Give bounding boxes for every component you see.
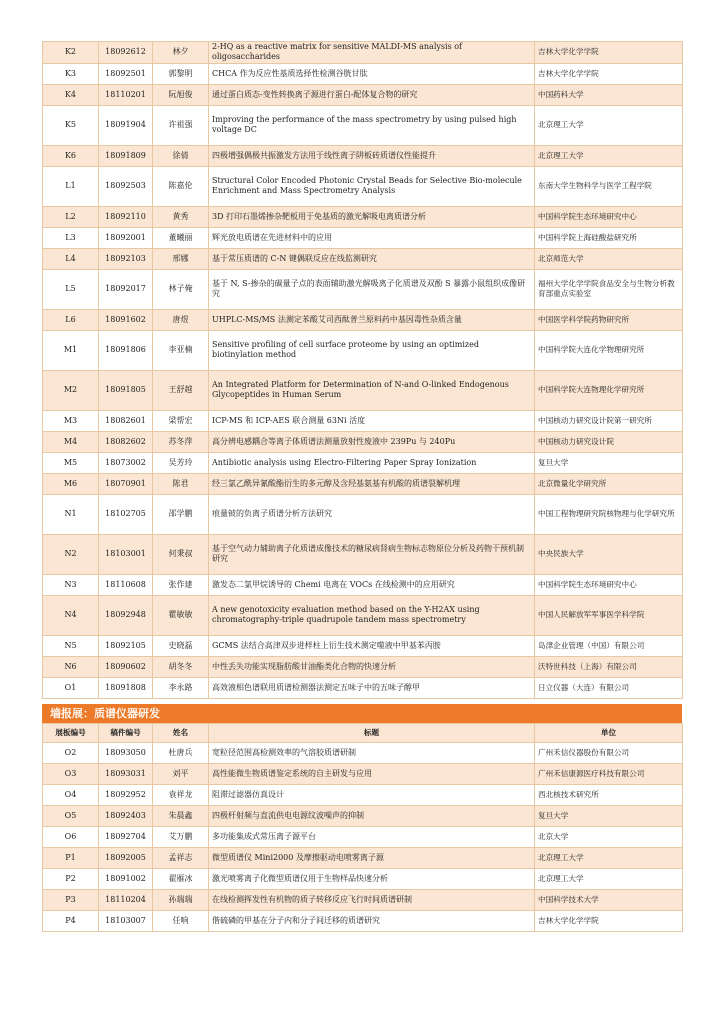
- affiliation-cell: 中国科学院生态环境研究中心: [535, 574, 683, 595]
- table-row: [43, 431, 683, 452]
- manuscript-number-cell: 18103001: [99, 534, 153, 574]
- author-name-cell: 郭黎明: [153, 63, 209, 84]
- title-cell: 中性丢失功能实现脂肪酸甘油酯类化合物的快速分析: [209, 656, 535, 677]
- title-cell: Antibiotic analysis using Electro-Filtering Paper Spray Ionization: [209, 452, 535, 473]
- manuscript-number-cell: 18110204: [99, 890, 153, 911]
- title-cell: 四极杆射频与直流供电电源纹波噪声的抑制: [209, 806, 535, 827]
- board-number-cell: M1: [43, 330, 99, 370]
- table-row: [43, 473, 683, 494]
- affiliation-cell: 中国核动力研究设计院第一研究所: [535, 410, 683, 431]
- table-row: [43, 269, 683, 309]
- manuscript-number-cell: 18093031: [99, 764, 153, 785]
- title-cell: 痕量铍的负离子质谱分析方法研究: [209, 494, 535, 534]
- author-name-cell: 李永路: [153, 677, 209, 698]
- manuscript-number-cell: 18110608: [99, 574, 153, 595]
- title-cell: GCMS 法结合高津双步进样柱上衍生技术测定噬液中甲基苯丙胺: [209, 635, 535, 656]
- manuscript-number-cell: 18073002: [99, 452, 153, 473]
- affiliation-cell: 吉林大学化学学院: [535, 911, 683, 932]
- board-number-cell: M5: [43, 452, 99, 473]
- section-header: 墙报展：质谱仪器研发: [42, 704, 682, 723]
- affiliation-cell: 北京大学: [535, 827, 683, 848]
- board-number-cell: M6: [43, 473, 99, 494]
- affiliation-cell: 西北核技术研究所: [535, 785, 683, 806]
- manuscript-number-cell: 18092105: [99, 635, 153, 656]
- table-row: [43, 84, 683, 105]
- title-cell: 通过蛋白质态-变性转换离子源进行蛋白-配体复合物的研究: [209, 84, 535, 105]
- title-cell: 基于常压质谱的 C-N 键偶联反应在线监测研究: [209, 248, 535, 269]
- table-row: [43, 227, 683, 248]
- affiliation-cell: 中国药科大学: [535, 84, 683, 105]
- affiliation-cell: 中国人民解放军军事医学科学院: [535, 595, 683, 635]
- author-name-cell: 李亚楠: [153, 330, 209, 370]
- manuscript-number-cell: 18092103: [99, 248, 153, 269]
- board-number-cell: L6: [43, 309, 99, 330]
- board-number-cell: O3: [43, 764, 99, 785]
- board-number-cell: P4: [43, 911, 99, 932]
- board-number-cell: L5: [43, 269, 99, 309]
- board-number-cell: K6: [43, 145, 99, 166]
- author-name-cell: 邢娜: [153, 248, 209, 269]
- manuscript-number-cell: 18092503: [99, 166, 153, 206]
- header-board-number: 展板编号: [43, 724, 99, 743]
- title-cell: 高性能微生物质谱鉴定系统的自主研发与应用: [209, 764, 535, 785]
- title-cell: Improving the performance of the mass spectrometry by using pulsed high voltage DC: [209, 105, 535, 145]
- author-name-cell: 黄秀: [153, 206, 209, 227]
- table-row: [43, 206, 683, 227]
- manuscript-number-cell: 18092501: [99, 63, 153, 84]
- manuscript-number-cell: 18091904: [99, 105, 153, 145]
- affiliation-cell: 中国医学科学院药物研究所: [535, 309, 683, 330]
- manuscript-number-cell: 18092948: [99, 595, 153, 635]
- board-number-cell: O1: [43, 677, 99, 698]
- author-name-cell: 阮旭俊: [153, 84, 209, 105]
- table-row: [43, 595, 683, 635]
- table-row: [43, 743, 683, 764]
- affiliation-cell: 吉林大学化学学院: [535, 42, 683, 64]
- author-name-cell: 刘平: [153, 764, 209, 785]
- board-number-cell: L4: [43, 248, 99, 269]
- title-cell: 四极增强偶极共振激发方法用于线性离子阱板砖质谱仪性能提升: [209, 145, 535, 166]
- manuscript-number-cell: 18102705: [99, 494, 153, 534]
- table-row: [43, 656, 683, 677]
- author-name-cell: 任响: [153, 911, 209, 932]
- author-name-cell: 史晓磊: [153, 635, 209, 656]
- table-row: [43, 330, 683, 370]
- title-cell: 高效液相色谱联用质谱检测器法测定五味子中的五味子醇甲: [209, 677, 535, 698]
- board-number-cell: O6: [43, 827, 99, 848]
- affiliation-cell: 复旦大学: [535, 452, 683, 473]
- title-cell: 基于 N, S-掺杂的碳量子点的表面辅助激光解吸离子化质谱及双酚 S 暴露小鼠组织成像研究: [209, 269, 535, 309]
- manuscript-number-cell: 18092017: [99, 269, 153, 309]
- manuscript-number-cell: 18091602: [99, 309, 153, 330]
- author-name-cell: 林夕: [153, 42, 209, 64]
- board-number-cell: K2: [43, 42, 99, 64]
- title-cell: An Integrated Platform for Determination of N-and O-linked Endogenous Glycopeptides in Human Serum: [209, 370, 535, 410]
- header-manuscript-number: 稿件编号: [99, 724, 153, 743]
- header-unit: 单位: [535, 724, 683, 743]
- title-cell: UHPLC-MS/MS 法测定苯酸艾司西酞普兰原料药中基因毒性杂质含量: [209, 309, 535, 330]
- title-cell: 宽粒径范围高检测效率的气溶胶质谱研制: [209, 743, 535, 764]
- board-number-cell: N5: [43, 635, 99, 656]
- board-number-cell: P2: [43, 869, 99, 890]
- manuscript-number-cell: 18091805: [99, 370, 153, 410]
- board-number-cell: K4: [43, 84, 99, 105]
- board-number-cell: K5: [43, 105, 99, 145]
- manuscript-number-cell: 18082602: [99, 431, 153, 452]
- author-name-cell: 杜唐兵: [153, 743, 209, 764]
- table-row: [43, 806, 683, 827]
- author-name-cell: 林子俺: [153, 269, 209, 309]
- title-cell: CHCA 作为反应性基质选择性检测谷胱甘肽: [209, 63, 535, 84]
- author-name-cell: 吴芳玲: [153, 452, 209, 473]
- manuscript-number-cell: 18092403: [99, 806, 153, 827]
- title-cell: ICP-MS 和 ICP-AES 联合测量 63Ni 活度: [209, 410, 535, 431]
- presentation-table-2: [42, 723, 683, 932]
- affiliation-cell: 广州禾信仪器股份有限公司: [535, 743, 683, 764]
- affiliation-cell: 福州大学化学学院食品安全与生物分析教育部重点实验室: [535, 269, 683, 309]
- title-cell: 偕硫磷的甲基在分子内和分子间迁移的质谱研究: [209, 911, 535, 932]
- affiliation-cell: 北京理工大学: [535, 848, 683, 869]
- board-number-cell: M2: [43, 370, 99, 410]
- title-cell: 微型质谱仪 Mini2000 及摩擦驱动电喷雾离子源: [209, 848, 535, 869]
- header-name: 姓名: [153, 724, 209, 743]
- manuscript-number-cell: 18092704: [99, 827, 153, 848]
- title-cell: 多功能集成式常压离子源平台: [209, 827, 535, 848]
- author-name-cell: 许祖强: [153, 105, 209, 145]
- board-number-cell: N6: [43, 656, 99, 677]
- presentation-table-1: [42, 41, 683, 699]
- table-row: [43, 42, 683, 64]
- author-name-cell: 袁祥龙: [153, 785, 209, 806]
- header-title: 标题: [209, 724, 535, 743]
- title-cell: 3D 打印石墨烯掺杂靶板用于免基质的激光解吸电离质谱分析: [209, 206, 535, 227]
- author-name-cell: 徐倩: [153, 145, 209, 166]
- affiliation-cell: 广州禾信康源医疗科技有限公司: [535, 764, 683, 785]
- table-row: [43, 635, 683, 656]
- table-header-row: [43, 724, 683, 743]
- author-name-cell: 张作建: [153, 574, 209, 595]
- board-number-cell: N3: [43, 574, 99, 595]
- board-number-cell: O2: [43, 743, 99, 764]
- board-number-cell: P3: [43, 890, 99, 911]
- affiliation-cell: 北京理工大学: [535, 869, 683, 890]
- title-cell: 基于空气动力辅助离子化质谱成像技术的糖尿病肾病生物标志物原位分析及药物干预机制研究: [209, 534, 535, 574]
- table-row: [43, 63, 683, 84]
- table-row: [43, 494, 683, 534]
- manuscript-number-cell: 18092952: [99, 785, 153, 806]
- author-name-cell: 董曦丽: [153, 227, 209, 248]
- manuscript-number-cell: 18110201: [99, 84, 153, 105]
- author-name-cell: 王舒越: [153, 370, 209, 410]
- title-cell: 在线检测挥发性有机物的质子转移反应飞行时间质谱研制: [209, 890, 535, 911]
- author-name-cell: 梁帮宏: [153, 410, 209, 431]
- table-row: [43, 166, 683, 206]
- board-number-cell: L1: [43, 166, 99, 206]
- affiliation-cell: 中国科学院大连化学物理研究所: [535, 330, 683, 370]
- affiliation-cell: 沃特世科技（上海）有限公司: [535, 656, 683, 677]
- manuscript-number-cell: 18092110: [99, 206, 153, 227]
- author-name-cell: 翟雁冰: [153, 869, 209, 890]
- manuscript-number-cell: 18093050: [99, 743, 153, 764]
- author-name-cell: 唐煜: [153, 309, 209, 330]
- table-2-body: [43, 724, 683, 932]
- table-row: [43, 145, 683, 166]
- author-name-cell: 何秉叔: [153, 534, 209, 574]
- author-name-cell: 陈君: [153, 473, 209, 494]
- title-cell: A new genotoxicity evaluation method based on the Y-H2AX using chromatography-triple quadrupole tandem mass spectrometry: [209, 595, 535, 635]
- author-name-cell: 胡冬冬: [153, 656, 209, 677]
- manuscript-number-cell: 18091002: [99, 869, 153, 890]
- table-row: [43, 410, 683, 431]
- affiliation-cell: 中国科学院生态环境研究中心: [535, 206, 683, 227]
- affiliation-cell: 中国工程物理研究院核物理与化学研究所: [535, 494, 683, 534]
- board-number-cell: P1: [43, 848, 99, 869]
- table-row: [43, 452, 683, 473]
- table-row: [43, 574, 683, 595]
- author-name-cell: 孟祥志: [153, 848, 209, 869]
- manuscript-number-cell: 18091809: [99, 145, 153, 166]
- author-name-cell: 陈嘉伦: [153, 166, 209, 206]
- board-number-cell: M4: [43, 431, 99, 452]
- board-number-cell: M3: [43, 410, 99, 431]
- title-cell: 高分辨电感耦合等离子体质谱法测量放射性废液中 239Pu 与 240Pu: [209, 431, 535, 452]
- title-cell: 2-HQ as a reactive matrix for sensitive MALDI-MS analysis of oligosaccharides: [209, 42, 535, 64]
- manuscript-number-cell: 18090602: [99, 656, 153, 677]
- title-cell: 阻滞过滤器仿真设计: [209, 785, 535, 806]
- affiliation-cell: 中国科学院上海硅酸盐研究所: [535, 227, 683, 248]
- table-row: [43, 248, 683, 269]
- affiliation-cell: 北京微量化学研究所: [535, 473, 683, 494]
- title-cell: Structural Color Encoded Photonic Crystal Beads for Selective Bio-molecule Enrichment and Mass Spectrometry Analysis: [209, 166, 535, 206]
- affiliation-cell: 日立仪器（大连）有限公司: [535, 677, 683, 698]
- table-row: [43, 370, 683, 410]
- title-cell: 辉光放电质谱在先进材料中的应用: [209, 227, 535, 248]
- board-number-cell: O5: [43, 806, 99, 827]
- table-row: [43, 827, 683, 848]
- affiliation-cell: 北京师范大学: [535, 248, 683, 269]
- table-row: [43, 105, 683, 145]
- table-row: [43, 869, 683, 890]
- title-cell: 激光喷雾离子化微型质谱仪用于生物样品快速分析: [209, 869, 535, 890]
- manuscript-number-cell: 18082601: [99, 410, 153, 431]
- manuscript-number-cell: 18091806: [99, 330, 153, 370]
- board-number-cell: N4: [43, 595, 99, 635]
- author-name-cell: 苏冬萍: [153, 431, 209, 452]
- affiliation-cell: 中国核动力研究设计院: [535, 431, 683, 452]
- affiliation-cell: 岛津企业管理（中国）有限公司: [535, 635, 683, 656]
- title-cell: Sensitive profiling of cell surface proteome by using an optimized biotinylation method: [209, 330, 535, 370]
- manuscript-number-cell: 18091808: [99, 677, 153, 698]
- author-name-cell: 朱晨鑫: [153, 806, 209, 827]
- title-cell: 经三氯乙酰异氰酸酯衍生的多元醇及含羟基氨基有机酸的质谱裂解机理: [209, 473, 535, 494]
- table-row: [43, 534, 683, 574]
- author-name-cell: 瞿敏敏: [153, 595, 209, 635]
- board-number-cell: L3: [43, 227, 99, 248]
- table-row: [43, 890, 683, 911]
- table-row: [43, 309, 683, 330]
- author-name-cell: 孙瑞瑞: [153, 890, 209, 911]
- manuscript-number-cell: 18092005: [99, 848, 153, 869]
- table-1-body: [43, 42, 683, 699]
- manuscript-number-cell: 18103007: [99, 911, 153, 932]
- affiliation-cell: 中国科学技术大学: [535, 890, 683, 911]
- affiliation-cell: 北京理工大学: [535, 105, 683, 145]
- affiliation-cell: 复旦大学: [535, 806, 683, 827]
- board-number-cell: L2: [43, 206, 99, 227]
- table-row: [43, 677, 683, 698]
- affiliation-cell: 吉林大学化学学院: [535, 63, 683, 84]
- author-name-cell: 艾万鹏: [153, 827, 209, 848]
- title-cell: 激发态二氯甲烷诱导的 Chemi 电离在 VOCs 在线检测中的应用研究: [209, 574, 535, 595]
- board-number-cell: O4: [43, 785, 99, 806]
- table-row: [43, 848, 683, 869]
- affiliation-cell: 北京理工大学: [535, 145, 683, 166]
- table-row: [43, 911, 683, 932]
- manuscript-number-cell: 18092612: [99, 42, 153, 64]
- manuscript-number-cell: 18092001: [99, 227, 153, 248]
- author-name-cell: 邵学鹏: [153, 494, 209, 534]
- affiliation-cell: 东南大学生物科学与医学工程学院: [535, 166, 683, 206]
- affiliation-cell: 中央民族大学: [535, 534, 683, 574]
- board-number-cell: K3: [43, 63, 99, 84]
- table-row: [43, 764, 683, 785]
- manuscript-number-cell: 18070901: [99, 473, 153, 494]
- table-row: [43, 785, 683, 806]
- affiliation-cell: 中国科学院大连物理化学研究所: [535, 370, 683, 410]
- board-number-cell: N1: [43, 494, 99, 534]
- board-number-cell: N2: [43, 534, 99, 574]
